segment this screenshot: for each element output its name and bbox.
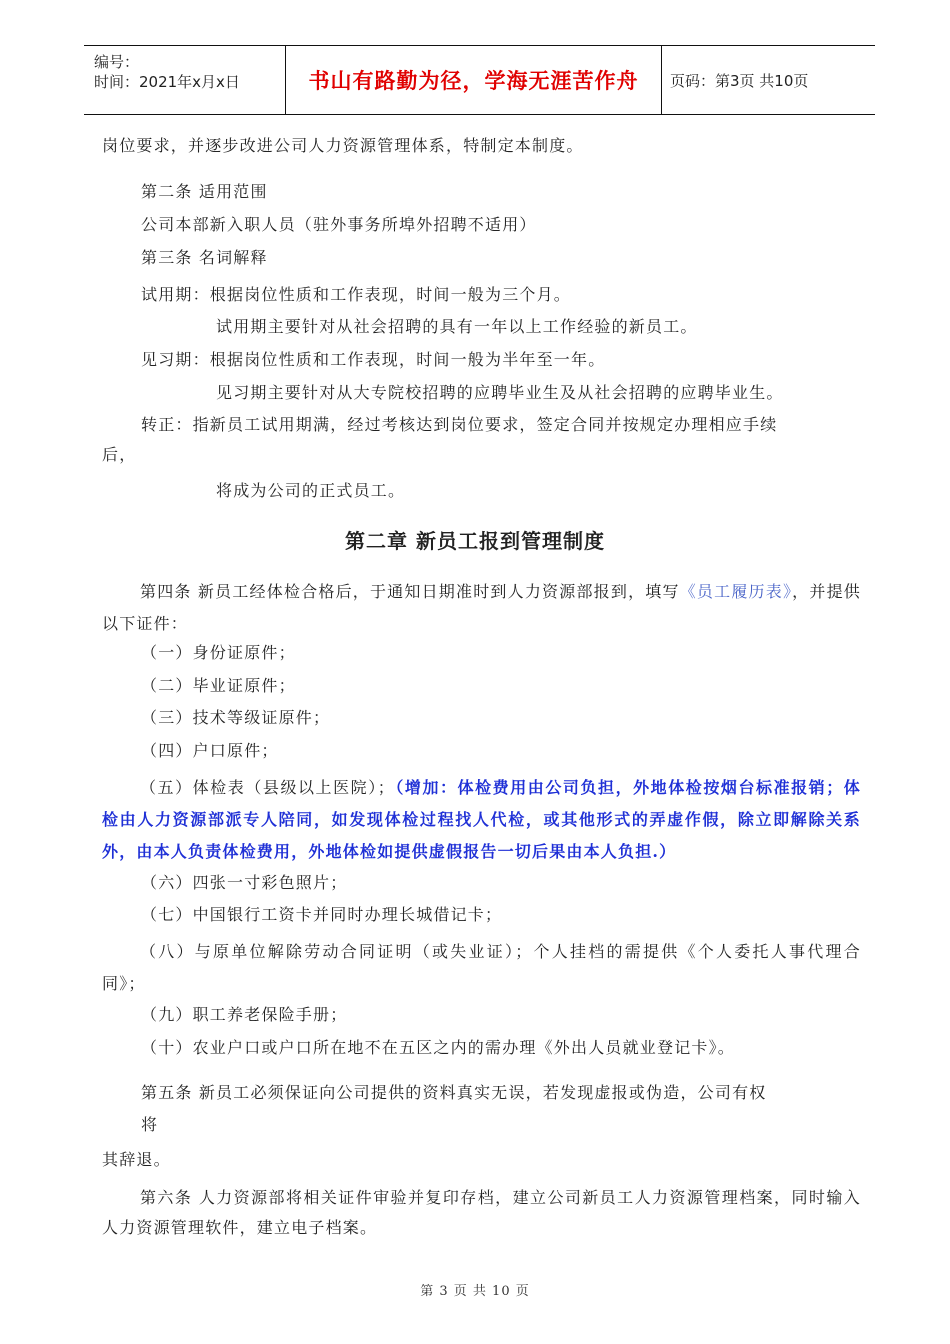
resume-form-link[interactable]: 《员工履历表》 [679, 582, 793, 601]
doc-number-label: 编号： [94, 53, 140, 71]
list-item: （八）与原单位解除劳动合同证明（或失业证）；个人挂档的需提供《个人委托人事代理合同》； [102, 942, 861, 993]
document-header [84, 45, 875, 115]
list-item: （三）技术等级证原件； [141, 708, 331, 727]
doc-date: 时间：2021年x月x日 [94, 73, 240, 91]
header-motto: 书山有路勤为径，学海无涯苦作舟 [286, 46, 662, 114]
definition-line: 将成为公司的正式员工。 [216, 481, 406, 500]
article-5-line: 将 [141, 1115, 159, 1134]
list-item: （十）农业户口或户口所在地不在五区之内的需办理《外出人员就业登记卡》。 [141, 1038, 736, 1057]
definition-line: 见习期：根据岗位性质和工作表现，时间一般为半年至一年。 [141, 350, 606, 369]
definition-line: 转正：指新员工试用期满，经过考核达到岗位要求，签定合同并按规定办理相应手续 [141, 415, 778, 434]
article-5-line: 第五条 新员工必须保证向公司提供的资料真实无误，若发现虚报或伪造，公司有权 [141, 1083, 767, 1102]
article-heading: 第三条 名词解释 [141, 248, 268, 267]
note-added: （增加：体检费用由公司负担，外地体检按烟台标准报销；体检由人力资源部派专人陪同，如发现体检过程找人代检，或其他形式的弄虚作假，除立即解除关系外，由本人负责体检费用，外地体检如提供虚假报告一切后果由本人负担.） [102, 778, 861, 861]
list-item: （一）身份证原件； [141, 643, 296, 662]
article-heading: 第二条 适用范围 [141, 182, 268, 201]
article-5-line: 其辞退。 [102, 1150, 171, 1169]
list-item: （七）中国银行工资卡并同时办理长城借记卡； [141, 905, 503, 924]
header-page-info: 页码：第3页 共10页 [670, 71, 809, 90]
list-item [102, 772, 861, 868]
article-4 [102, 576, 861, 640]
paragraph-line: 岗位要求，并逐步改进公司人力资源管理体系，特制定本制度。 [102, 136, 584, 155]
definition-line: 试用期主要针对从社会招聘的具有一年以上工作经验的新员工。 [216, 317, 698, 336]
chapter-title: 第二章 新员工报到管理制度 [345, 529, 605, 553]
definition-line: 见习期主要针对从大专院校招聘的应聘毕业生及从社会招聘的应聘毕业生。 [216, 383, 784, 402]
definition-line: 试用期：根据岗位性质和工作表现，时间一般为三个月。 [141, 285, 572, 304]
list-item: （六）四张一寸彩色照片； [141, 873, 348, 892]
page-footer: 第 3 页 共 10 页 [420, 1284, 530, 1299]
article-4-tail: ，并提供以下证件： [102, 582, 861, 633]
list-item: （九）职工养老保险手册； [141, 1005, 348, 1024]
paragraph-line: 公司本部新入职人员（驻外事务所埠外招聘不适用） [141, 215, 537, 234]
list-item: （四）户口原件； [141, 741, 279, 760]
list-item: （二）毕业证原件； [141, 676, 296, 695]
definition-line: 后， [102, 445, 137, 464]
article-6: 第六条 人力资源部将相关证件审验并复印存档，建立公司新员工人力资源管理档案，同时输入人力资源管理软件，建立电子档案。 [102, 1188, 861, 1237]
list-item-text: （五）体检表（县级以上医院）； [140, 778, 395, 797]
header-meta [84, 46, 286, 114]
article-4-text: 第四条 新员工经体检合格后，于通知日期准时到人力资源部报到，填写 [140, 582, 680, 601]
